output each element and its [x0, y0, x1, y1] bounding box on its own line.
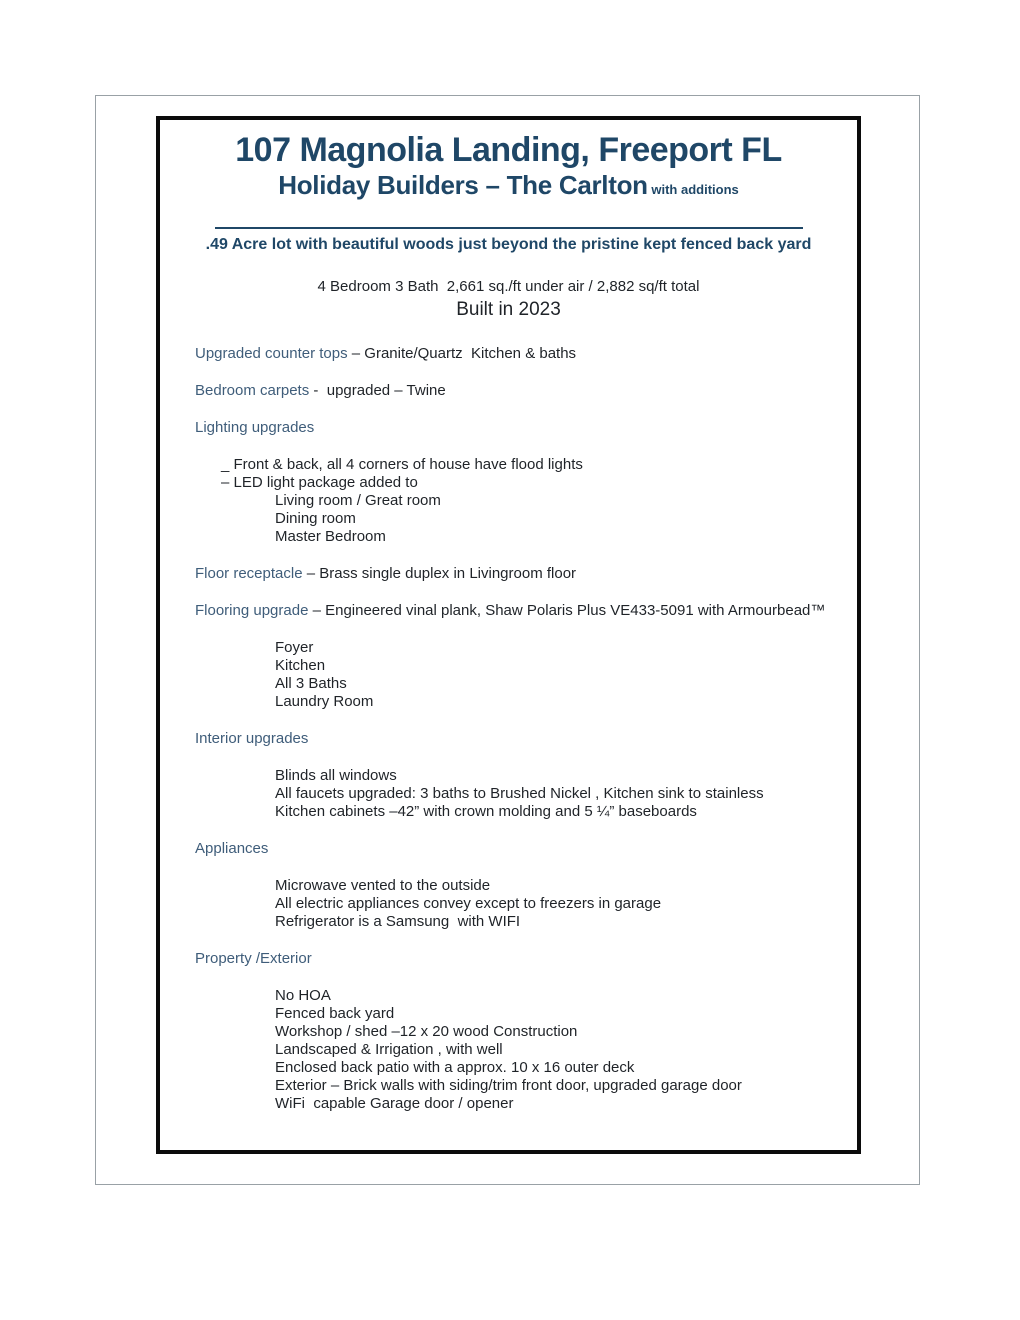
- built-year: Built in 2023: [456, 298, 561, 320]
- section-label: Property /Exterior: [195, 949, 312, 967]
- list-item: Refrigerator is a Samsung with WIFI: [275, 912, 521, 930]
- document-body: [160, 345, 857, 1113]
- list-item: Enclosed back patio with a approx. 10 x 16 outer deck: [275, 1058, 635, 1076]
- section-flooring-upgrade: [195, 602, 845, 620]
- list-item: Workshop / shed –12 x 20 wood Construction: [275, 1022, 578, 1040]
- page-title: 107 Magnolia Landing, Freeport FL: [235, 131, 782, 169]
- appliances-list: [195, 877, 845, 931]
- subtitle-note: with additions: [647, 181, 739, 197]
- section-appliances: [195, 840, 845, 858]
- list-item: Blinds all windows: [275, 766, 397, 784]
- list-item: Kitchen cabinets –42” with crown molding and 5 ¼” baseboards: [275, 802, 697, 820]
- interior-upgrades-list: [195, 767, 845, 821]
- section-label: Interior upgrades: [195, 729, 309, 747]
- section-text: – Brass single duplex in Livingroom floor: [302, 564, 577, 582]
- list-item: All faucets upgraded: 3 baths to Brushed Nickel , Kitchen sink to stainless: [275, 784, 764, 802]
- section-label: Floor receptacle: [195, 564, 303, 582]
- section-text: – Granite/Quartz Kitchen & baths: [347, 344, 577, 362]
- builder-model: Holiday Builders – The Carlton: [278, 169, 648, 200]
- section-label: Appliances: [195, 839, 269, 857]
- section-interior-upgrades: [195, 730, 845, 748]
- section-label: Lighting upgrades: [195, 418, 315, 436]
- flyer-border: [156, 116, 861, 1154]
- list-item: All electric appliances convey except to freezers in garage: [275, 894, 662, 912]
- list-item: – LED light package added to: [221, 473, 418, 491]
- section-upgraded-counter-tops: [195, 345, 845, 363]
- list-item: All 3 Baths: [275, 674, 347, 692]
- list-item: Microwave vented to the outside: [275, 876, 491, 894]
- list-item: Exterior – Brick walls with siding/trim front door, upgraded garage door: [275, 1076, 742, 1094]
- lighting-upgrades-list: [195, 456, 845, 546]
- section-property-exterior: [195, 950, 845, 968]
- list-item: Master Bedroom: [275, 527, 386, 545]
- section-text: – Engineered vinal plank, Shaw Polaris Plus VE433-5091 with Armourbead™: [308, 601, 826, 619]
- list-item: Foyer: [275, 638, 314, 656]
- list-item: Laundry Room: [275, 692, 374, 710]
- list-item: Dining room: [275, 509, 356, 527]
- section-label: Bedroom carpets: [195, 381, 310, 399]
- property-exterior-list: [195, 987, 845, 1113]
- tagline: .49 Acre lot with beautiful woods just beyond the pristine kept fenced back yard: [205, 235, 812, 253]
- specs-line: 4 Bedroom 3 Bath 2,661 sq./ft under air / 2,882 sq/ft total: [317, 277, 700, 295]
- section-label: Upgraded counter tops: [195, 344, 348, 362]
- list-item: _ Front & back, all 4 corners of house have flood lights: [221, 455, 583, 473]
- section-text: - upgraded – Twine: [309, 381, 446, 399]
- section-label: Flooring upgrade: [195, 601, 309, 619]
- list-item: WiFi capable Garage door / opener: [275, 1094, 514, 1112]
- list-item: Kitchen: [275, 656, 326, 674]
- subtitle-line: [166, 171, 851, 201]
- section-lighting-upgrades: [195, 419, 845, 437]
- section-bedroom-carpets: [195, 382, 845, 400]
- list-item: Landscaped & Irrigation , with well: [275, 1040, 503, 1058]
- list-item: Living room / Great room: [275, 491, 441, 509]
- section-floor-receptacle: [195, 565, 845, 583]
- list-item: Fenced back yard: [275, 1004, 395, 1022]
- flooring-upgrade-list: [195, 639, 845, 711]
- list-item: No HOA: [275, 986, 331, 1004]
- divider-line: [215, 227, 803, 229]
- page-frame-outer: [95, 95, 920, 1185]
